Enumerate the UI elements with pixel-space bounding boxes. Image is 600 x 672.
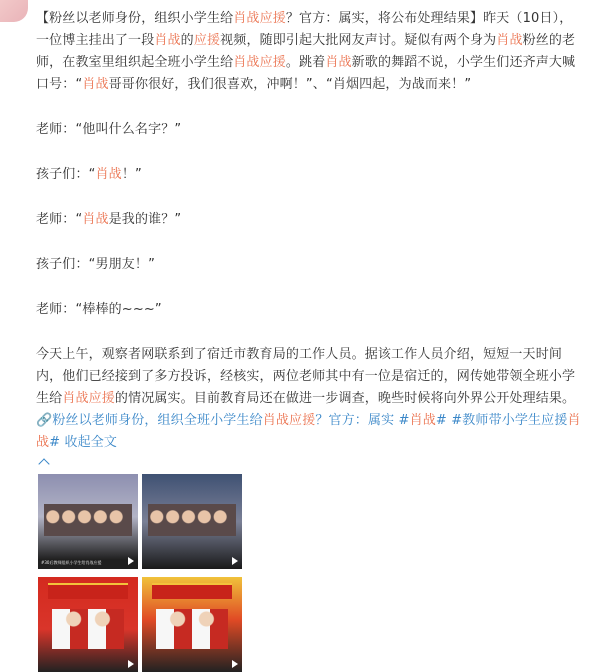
post-paragraph-update	[36, 344, 584, 454]
highlight-keyword[interactable]: 肖战	[82, 77, 109, 92]
highlight-keyword[interactable]: 肖战应援	[262, 413, 316, 428]
post-text: 的情况属实。目前教育局还在做进一步调查，晚些时候将向外界公开处理结果。	[114, 391, 576, 406]
post-link[interactable]: ？官方：属实	[315, 413, 399, 428]
dialog-line-3	[36, 209, 584, 231]
post-text: ！”	[121, 167, 142, 182]
poster-figures	[156, 609, 228, 649]
post-text: 。跳着	[285, 55, 326, 70]
highlight-keyword[interactable]: 肖战	[325, 55, 352, 70]
chevron-up-icon[interactable]	[38, 458, 49, 469]
post-text: 老师：“他叫什么名字？”	[36, 122, 182, 137]
highlight-keyword[interactable]: 肖战应援	[233, 11, 286, 26]
highlight-keyword[interactable]: 肖战	[82, 212, 109, 227]
collapse-control[interactable]	[36, 454, 584, 476]
image-grid	[38, 474, 246, 667]
post-text: 新歌的舞蹈不说，小学生们还齐声大喊口号：“	[36, 55, 576, 92]
post-link[interactable]: # #教师带小学生应援	[435, 413, 568, 428]
thumbnail-caption: #30后教师组织小学生给肖战应援	[41, 560, 102, 565]
highlight-keyword[interactable]: 肖战	[409, 413, 436, 428]
post-link[interactable]: # 收起全文	[49, 435, 118, 450]
post-paragraph-intro	[36, 8, 584, 96]
video-thumbnail-3[interactable]	[38, 577, 138, 672]
highlight-keyword[interactable]: 肖战	[496, 33, 523, 48]
post-text: 老师：“棒棒的~~~”	[36, 302, 162, 317]
dialog-line-1	[36, 119, 584, 141]
dialog-line-2	[36, 164, 584, 186]
avatar[interactable]	[0, 0, 28, 22]
highlight-keyword[interactable]: 应援	[193, 33, 221, 48]
highlight-keyword[interactable]: 肖战	[36, 413, 581, 450]
play-icon[interactable]	[232, 557, 238, 565]
highlight-keyword[interactable]: 肖战	[154, 33, 181, 48]
play-icon[interactable]	[128, 557, 134, 565]
weibo-post	[36, 8, 584, 476]
post-text: 视频，随即引起大批网友声讨。疑似有两个身为	[220, 33, 497, 48]
post-link[interactable]: 🔗粉丝以老师身份，组织全班小学生给	[36, 413, 263, 428]
post-text: 【粉丝以老师身份，组织小学生给	[36, 11, 234, 26]
post-link[interactable]: #	[398, 413, 410, 428]
username[interactable]	[30, 0, 64, 4]
post-text: 的	[180, 33, 194, 48]
banner	[152, 583, 232, 599]
poster-figures	[52, 609, 124, 649]
post-text: 粉丝的老师，在教室里组织起全班小学生给	[36, 33, 576, 70]
video-thumbnail-4[interactable]	[142, 577, 242, 672]
post-text: ？官方：属实，将公布处理结果】昨天（10日），一位博主挂出了一段	[36, 11, 573, 48]
classroom-scene	[148, 504, 236, 536]
video-thumbnail-2[interactable]	[142, 474, 242, 569]
post-text: 今天上午，观察者网联系到了宿迁市教育局的工作人员。据该工作人员介绍，短短一天时间内，他们已经接到了多方投诉，经核实，两位老师其中有一位是宿迁的，网传她带领全班小学生给	[36, 347, 576, 406]
highlight-keyword[interactable]: 肖战	[95, 167, 122, 182]
post-text: 是我的谁？”	[108, 212, 182, 227]
dialog-line-4	[36, 254, 584, 276]
highlight-keyword[interactable]: 肖战应援	[233, 55, 286, 70]
banner	[48, 583, 128, 599]
video-thumbnail-1[interactable]	[38, 474, 138, 569]
post-text: 哥哥你很好，我们很喜欢，冲啊！”、“肖烟四起，为战而来！”	[108, 77, 472, 92]
post-text: 老师：“	[36, 212, 83, 227]
post-text: 孩子们：“	[36, 167, 96, 182]
post-text: 孩子们：“男朋友！”	[36, 257, 155, 272]
dialog-line-5	[36, 299, 584, 321]
highlight-keyword[interactable]: 肖战应援	[62, 391, 115, 406]
classroom-scene	[44, 504, 132, 536]
